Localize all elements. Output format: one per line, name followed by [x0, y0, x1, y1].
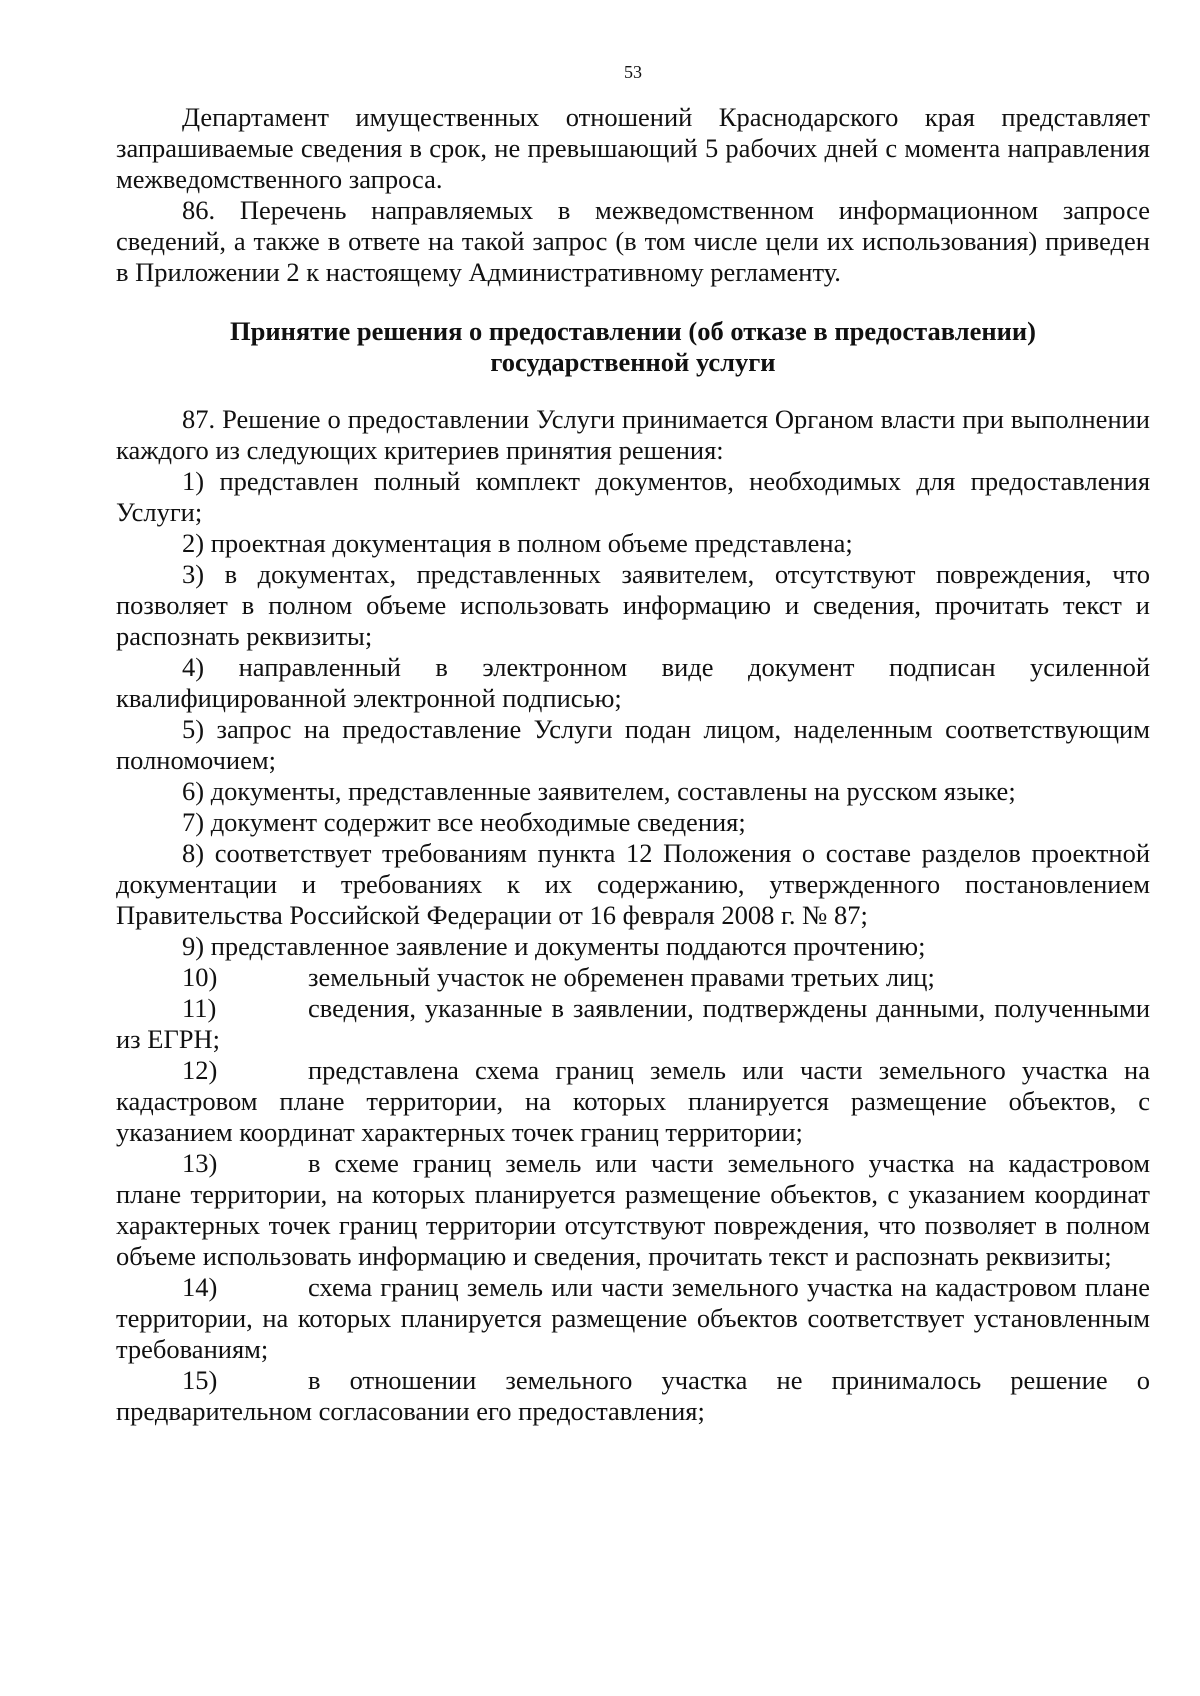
criterion-5	[116, 714, 1150, 776]
criterion-11	[116, 993, 1150, 1055]
criterion-3	[116, 559, 1150, 652]
criterion-text: представленное заявление и документы поддаются прочтению;	[210, 931, 926, 961]
criterion-14	[116, 1272, 1150, 1365]
criterion-text: представлена схема границ земель или части земельного участка на кадастровом плане территории, на которых планируется размещение объектов, с указанием координат характерных точек границ территории;	[116, 1055, 1150, 1147]
criterion-15	[116, 1365, 1150, 1427]
criterion-text: документы, представленные заявителем, составлены на русском языке;	[210, 776, 1016, 806]
criterion-number: 14)	[182, 1272, 218, 1302]
criterion-8	[116, 838, 1150, 931]
paragraph-86: 86. Перечень направляемых в межведомственном информационном запросе сведений, а также в ответе на такой запрос (в том числе цели их использования) приведен в Приложении 2 к настоящему Административному регламенту.	[116, 195, 1150, 287]
section-heading-line1: Принятие решения о предоставлении (об отказе в предоставлении)	[230, 316, 1036, 346]
criterion-number: 9)	[182, 931, 205, 961]
criterion-number: 2)	[182, 528, 205, 558]
criterion-1	[116, 466, 1150, 528]
criterion-text: проектная документация в полном объеме представлена;	[210, 528, 853, 558]
criterion-6	[116, 776, 1150, 807]
criterion-number: 3)	[182, 559, 205, 589]
criterion-10	[116, 962, 1150, 993]
criterion-text: земельный участок не обременен правами третьих лиц;	[308, 962, 935, 992]
criterion-text: в документах, представленных заявителем, отсутствуют повреждения, что позволяет в полном объеме использовать информацию и сведения, прочитать текст и распознать реквизиты;	[116, 559, 1151, 651]
criterion-text: в отношении земельного участка не принималось решение о предварительном согласовании его предоставления;	[116, 1365, 1150, 1426]
criterion-number: 12)	[182, 1055, 218, 1085]
criterion-text: запрос на предоставление Услуги подан лицом, наделенным соответствующим полномочием;	[116, 714, 1150, 775]
paragraph-87: 87. Решение о предоставлении Услуги принимается Органом власти при выполнении каждого из следующих критериев принятия решения:	[116, 404, 1150, 465]
criterion-text: представлен полный комплект документов, необходимых для предоставления Услуги;	[116, 466, 1151, 527]
criterion-7	[116, 807, 1150, 838]
criterion-text: в схеме границ земель или части земельного участка на кадастровом плане территории, на которых планируется размещение объектов, с указанием координат характерных точек границ территории отсутствуют повреждения, что позволяет в полном объеме использовать информацию и сведения, прочитать текст и распознать реквизиты;	[116, 1148, 1150, 1271]
criterion-text: схема границ земель или части земельного участка на кадастровом плане территории, на которых планируется размещение объектов соответствует установленным требованиям;	[116, 1272, 1150, 1364]
criterion-number: 15)	[182, 1365, 218, 1395]
criterion-number: 1)	[182, 466, 205, 496]
criterion-number: 8)	[182, 838, 205, 868]
paragraph-department: Департамент имущественных отношений Краснодарского края представляет запрашиваемые сведения в срок, не превышающий 5 рабочих дней с момента направления межведомственного запроса.	[116, 102, 1150, 194]
criterion-number: 11)	[182, 993, 217, 1023]
page-number: 53	[624, 62, 642, 82]
section-heading	[116, 316, 1150, 378]
criterion-9	[116, 931, 1150, 962]
criterion-number: 6)	[182, 776, 205, 806]
criterion-12	[116, 1055, 1150, 1148]
criterion-2	[116, 528, 1150, 559]
criterion-13	[116, 1148, 1150, 1272]
criterion-text: соответствует требованиям пункта 12 Положения о составе разделов проектной документации и требованиях к их содержанию, утвержденного постановлением Правительства Российской Федерации от 16 февраля 2008 г. № 87;	[116, 838, 1150, 930]
criterion-text: документ содержит все необходимые сведения;	[210, 807, 746, 837]
criterion-number: 10)	[182, 962, 218, 992]
criterion-number: 7)	[182, 807, 205, 837]
criterion-text: сведения, указанные в заявлении, подтверждены данными, полученными из ЕГРН;	[116, 993, 1150, 1054]
criterion-4	[116, 652, 1150, 714]
criterion-number: 5)	[182, 714, 205, 744]
criterion-number: 13)	[182, 1148, 218, 1178]
criterion-number: 4)	[182, 652, 205, 682]
criterion-text: направленный в электронном виде документ подписан усиленной квалифицированной электронной подписью;	[116, 652, 1151, 713]
section-heading-line2: государственной услуги	[490, 347, 776, 377]
